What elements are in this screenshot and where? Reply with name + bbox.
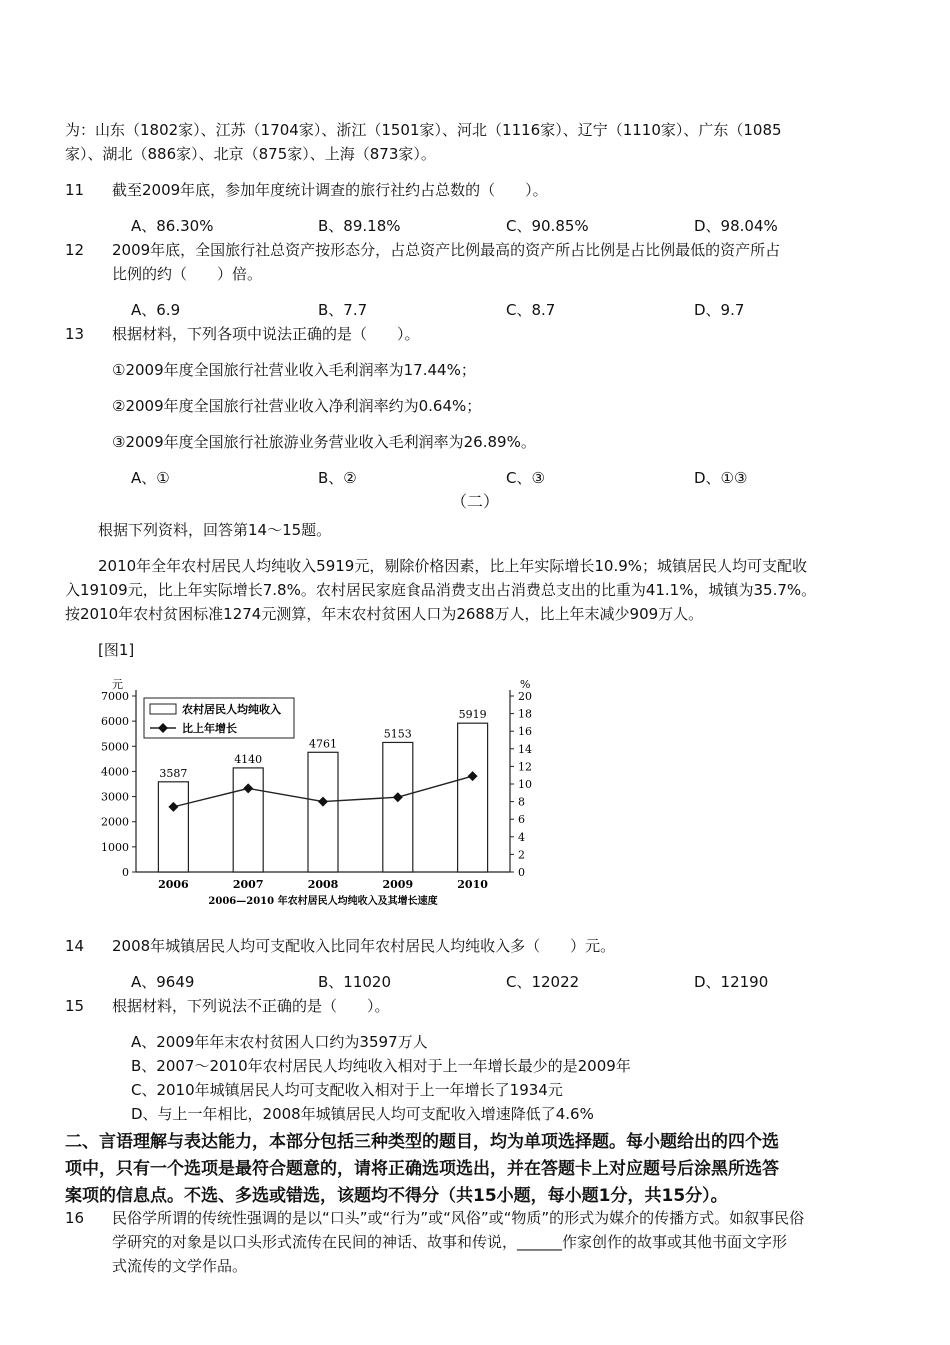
question-number: 16: [65, 1209, 85, 1227]
left-tick-label: 7000: [101, 690, 129, 703]
intro-line-2: 家）、湖北（886家）、北京（875家）、上海（873家）。: [65, 145, 436, 163]
left-tick-label: 4000: [101, 765, 129, 779]
statement-3: ③2009年度全国旅行社旅游业务营业收入毛利润率为26.89%。: [112, 433, 536, 451]
legend-label-income: 农村居民人均纯收入: [182, 703, 281, 716]
material-line-3: 按2010年农村贫困标准1274元测算，年末农村贫困人口为2688万人，比上年末减少909万人。: [65, 605, 704, 623]
option-d[interactable]: D、12190: [694, 973, 769, 991]
question-text-line-1: 民俗学所谓的传统性强调的是以“口头”或“行为”或“风俗”或“物质”的形式为媒介的传播方式。如叙事民俗: [112, 1209, 805, 1227]
option-a[interactable]: A、①: [131, 469, 170, 487]
option-c[interactable]: C、8.7: [506, 301, 556, 319]
option-c[interactable]: C、2010年城镇居民人均可支配收入相对于上一年增长了1934元: [131, 1081, 563, 1099]
bar-data-label: 5153: [383, 727, 412, 741]
statement-2: ②2009年度全国旅行社营业收入净利润率约为0.64%；: [112, 397, 482, 415]
option-a[interactable]: A、6.9: [131, 301, 181, 319]
question-text: 截至2009年底，参加年度统计调查的旅行社约占总数的（ ）。: [112, 181, 548, 199]
left-tick-label: 0: [122, 866, 129, 879]
right-tick-label: 0: [518, 866, 525, 879]
right-tick-label: 6: [518, 813, 525, 827]
right-tick-label: 14: [518, 742, 532, 756]
option-c[interactable]: C、90.85%: [506, 217, 589, 235]
chart-title: 2006—2010 年农村居民人均纯收入及其增长速度: [208, 896, 438, 907]
bar: [308, 752, 338, 872]
question-text-line-2: 比例的约（ ）倍。: [112, 265, 263, 283]
x-tick-label: 2009: [382, 878, 414, 891]
question-number: 11: [65, 181, 85, 199]
option-a[interactable]: A、86.30%: [131, 217, 214, 235]
option-c[interactable]: C、12022: [506, 973, 580, 991]
option-b[interactable]: B、89.18%: [318, 217, 401, 235]
section-heading: （二）: [450, 492, 499, 511]
question-number: 13: [65, 325, 85, 343]
left-tick-label: 6000: [101, 715, 129, 729]
bar: [458, 723, 488, 872]
part-heading-line-1: 二、言语理解与表达能力，本部分包括三种类型的题目，均为单项选择题。每小题给出的四个选: [65, 1132, 779, 1152]
bar-data-label: 5919: [458, 708, 487, 722]
right-tick-label: 16: [518, 725, 532, 739]
legend-label-growth: 比上年增长: [182, 722, 237, 735]
option-b[interactable]: B、11020: [318, 973, 392, 991]
question-text-line-3: 式流传的文学作品。: [112, 1257, 248, 1275]
question-number: 15: [65, 997, 85, 1015]
bar: [158, 782, 188, 872]
legend-bar-swatch: [150, 704, 176, 714]
section-instruction: 根据下列资料，回答第14～15题。: [98, 521, 332, 539]
right-axis-unit: %: [520, 678, 531, 691]
right-tick-label: 4: [518, 830, 525, 844]
left-axis-unit: 元: [112, 678, 123, 691]
x-tick-label: 2007: [232, 878, 264, 891]
question-text: 根据材料，下列说法不正确的是（ ）。: [112, 997, 390, 1015]
option-b[interactable]: B、2007～2010年农村居民人均纯收入相对于上一年增长最少的是2009年: [131, 1057, 631, 1075]
left-tick-label: 2000: [101, 815, 129, 829]
option-d[interactable]: D、与上一年相比，2008年城镇居民人均可支配收入增速降低了4.6%: [131, 1105, 594, 1123]
question-text-line-2: 学研究的对象是以口头形式流传在民间的神话、故事和传说，______作家创作的故事或其他书面文字形: [112, 1233, 788, 1251]
figure-label: [图1]: [98, 641, 135, 659]
right-tick-label: 10: [518, 778, 532, 791]
bar-data-label: 4761: [309, 737, 337, 751]
question-number: 14: [65, 937, 85, 955]
right-tick-label: 20: [518, 690, 532, 703]
left-tick-label: 5000: [101, 740, 129, 754]
right-tick-label: 2: [518, 848, 525, 862]
option-b[interactable]: B、7.7: [318, 301, 368, 319]
right-tick-label: 18: [518, 707, 532, 721]
option-d[interactable]: D、9.7: [694, 301, 745, 319]
intro-line-1: 为：山东（1802家）、江苏（1704家）、浙江（1501家）、河北（1116家）、辽宁（1110家）、广东（1085: [65, 121, 782, 139]
part-heading-line-2: 项中，只有一个选项是最符合题意的，请将正确选项选出，并在答题卡上对应题号后涂黑所选答: [65, 1159, 779, 1179]
statement-1: ①2009年度全国旅行社营业收入毛利润率为17.44%；: [112, 361, 476, 379]
x-tick-label: 2006: [158, 878, 189, 891]
option-a[interactable]: A、9649: [131, 973, 195, 991]
bar-data-label: 3587: [159, 766, 188, 780]
option-b[interactable]: B、②: [318, 469, 357, 487]
x-tick-label: 2008: [307, 878, 339, 891]
option-c[interactable]: C、③: [506, 469, 545, 487]
left-tick-label: 1000: [101, 840, 129, 854]
material-line-2: 入19109元，比上年实际增长7.8%。农村居民家庭食品消费支出占消费总支出的比重为41.1%，城镇为35.7%。: [65, 581, 817, 599]
question-text-line-1: 2009年底，全国旅行社总资产按形态分，占总资产比例最高的资产所占比例是占比例最低的资产所占: [112, 241, 781, 259]
part-heading-line-3: 案项的信息点。不选、多选或错选，该题均不得分（共15小题，每小题1分，共15分）。: [65, 1186, 728, 1206]
option-d[interactable]: D、98.04%: [694, 217, 778, 235]
right-tick-label: 12: [518, 760, 532, 774]
right-tick-label: 8: [518, 795, 525, 809]
question-text: 2008年城镇居民人均可支配收入比同年农村居民人均纯收入多（ ）元。: [112, 937, 616, 955]
question-text: 根据材料，下列各项中说法正确的是（ ）。: [112, 325, 420, 343]
income-chart: [70, 672, 630, 912]
material-line-1: 2010年全年农村居民人均纯收入5919元，剔除价格因素，比上年实际增长10.9%；城镇居民人均可支配收: [98, 557, 808, 575]
option-a[interactable]: A、2009年年末农村贫困人口约为3597万人: [131, 1033, 428, 1051]
x-tick-label: 2010: [457, 878, 488, 891]
bar: [383, 742, 413, 872]
question-number: 12: [65, 241, 85, 259]
left-tick-label: 3000: [101, 790, 129, 804]
option-d[interactable]: D、①③: [694, 469, 748, 487]
bar-data-label: 4140: [234, 752, 263, 766]
